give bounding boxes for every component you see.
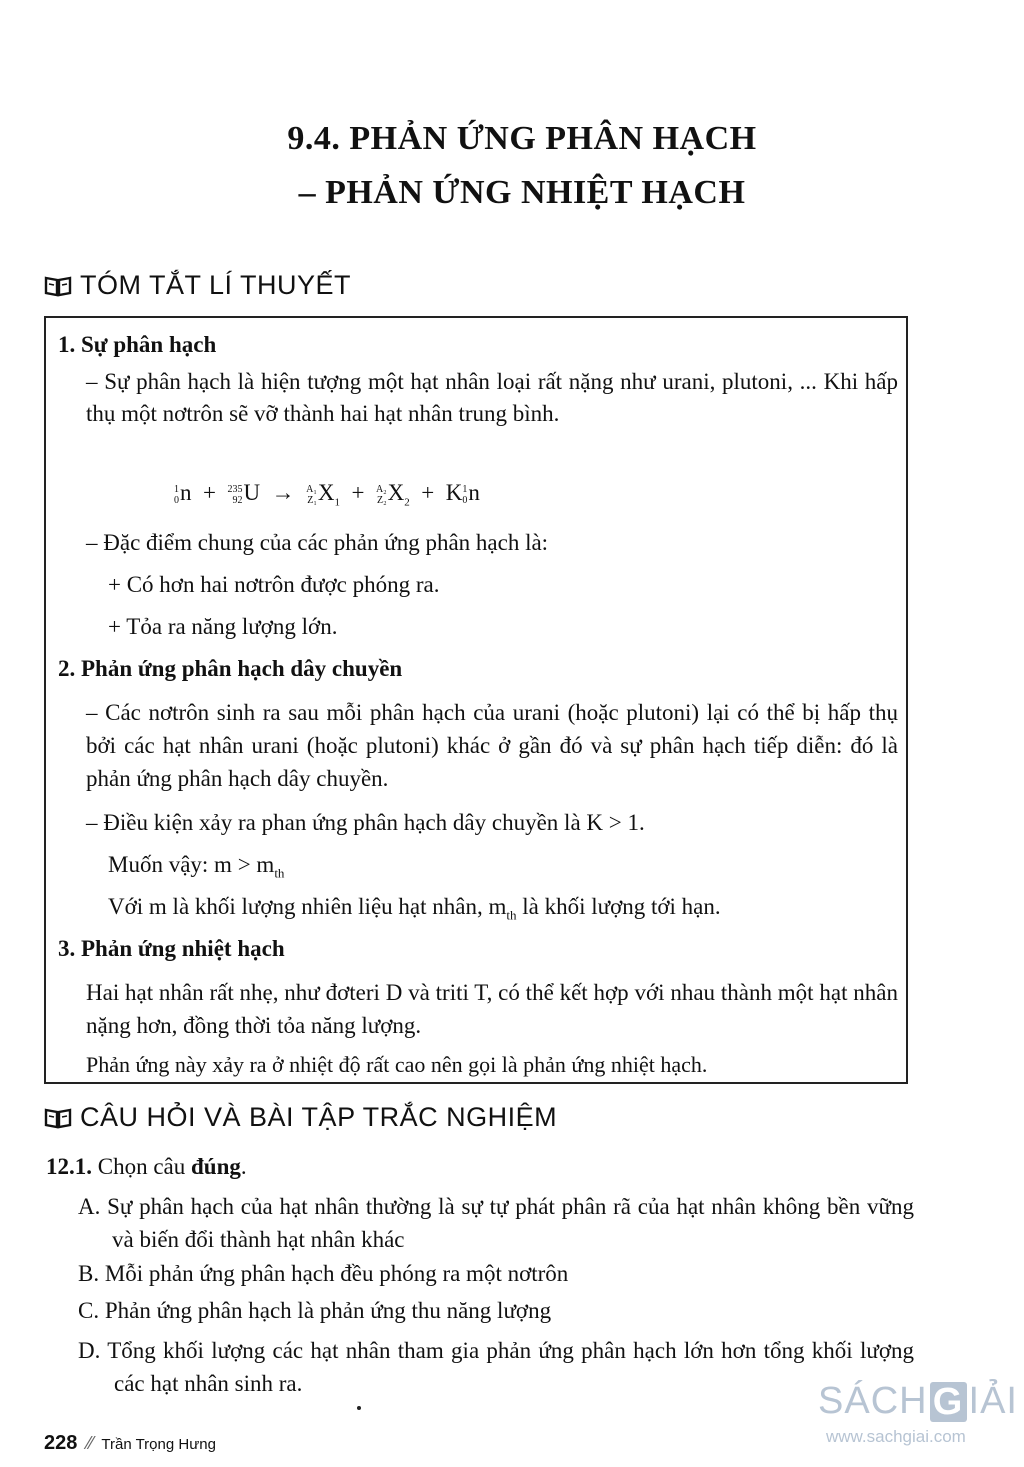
book-icon: [44, 275, 72, 297]
section-2-para-1: – Các nơtrôn sinh ra sau mỗi phân hạch của urani (hoặc plutoni) lại có thể bị hấp thụ bởi các hạt nhân urani (hoặc plutoni) khác ở gần đó và sự phân hạch tiếp diễn: đó là phản ứng phân hạch dây chuyền.: [86, 700, 898, 791]
section-1-bullet-1: + Có hơn hai nơtrôn được phóng ra.: [108, 572, 440, 597]
section-2-para-4: Với m là khối lượng nhiên liệu hạt nhân, $m_{th}$ là khối lượng tới hạn.: [108, 894, 721, 923]
section-3-title: 3. Phản ứng nhiệt hạch: [58, 936, 285, 961]
quiz-heading: [44, 1102, 557, 1133]
question-text: Chọn câu: [97, 1154, 186, 1179]
option-b: B. Mỗi phản ứng phân hạch đều phóng ra một nơtrôn: [78, 1261, 569, 1286]
section-1-title: 1. Sự phân hạch: [58, 332, 217, 357]
section-3-para-2: Phản ứng này xảy ra ở nhiệt độ rất cao nên gọi là phản ứng nhiệt hạch.: [86, 1052, 708, 1077]
footer-author: Trần Trọng Hưng: [101, 1436, 216, 1453]
option-c: C. Phản ứng phân hạch là phản ứng thu năng lượng: [78, 1298, 552, 1323]
option-d: D. Tổng khối lượng các hạt nhân tham gia phản ứng phân hạch lớn hơn tổng khối lượng các hạt nhân sinh ra.: [78, 1338, 914, 1396]
question-number: 12.1.: [46, 1154, 92, 1179]
page-title: [0, 112, 1024, 220]
section-3-para-1: Hai hạt nhân rất nhẹ, như đơteri D và triti T, có thể kết hợp với nhau thành một hạt nhân nặng hơn, đồng thời tỏa năng lượng.: [86, 980, 898, 1038]
question-emphasis: đúng: [191, 1154, 241, 1179]
question-12-1: 12.1. Chọn câu đúng.: [46, 1154, 247, 1179]
watermark-url: www.sachgiai.com: [826, 1427, 966, 1446]
section-1-para-2: – Đặc điểm chung của các phản ứng phân hạch là:: [86, 530, 549, 555]
watermark: [818, 1380, 1018, 1447]
section-2-title: 2. Phản ứng phân hạch dây chuyền: [58, 656, 403, 681]
fission-equation: 1 0 n + 235 92 U → A₁ Z₁ $X_1$ + A₂ Z₂ $X_2 + K$ 1 0 n: [174, 480, 480, 509]
title-line-2: – PHẢN ỨNG NHIỆT HẠCH: [298, 174, 746, 211]
page-footer: [44, 1432, 216, 1455]
theory-heading-label: TÓM TẮT LÍ THUYẾT: [80, 270, 352, 300]
theory-box: [44, 316, 908, 1084]
section-1-para-1: – Sự phân hạch là hiện tượng một hạt nhân loại rất nặng như urani, plutoni, ... Khi hấp thụ một nơtrôn sẽ vỡ thành hai hạt nhân trung bình.: [86, 369, 898, 426]
theory-heading: [44, 270, 351, 301]
section-2-para-3: Muốn vậy: $m > m_{th}$: [108, 852, 285, 881]
option-a: A. Sự phân hạch của hạt nhân thường là sự tự phát phân rã của hạt nhân không bền vững và biến đổi thành hạt nhân khác: [78, 1194, 914, 1252]
stray-dot: [357, 1406, 361, 1410]
page-number: 228: [44, 1432, 78, 1454]
quiz-heading-label: CÂU HỎI VÀ BÀI TẬP TRẮC NGHIỆM: [80, 1102, 558, 1132]
section-1-bullet-2: + Tỏa ra năng lượng lớn.: [108, 614, 338, 639]
title-line-1: 9.4. PHẢN ỨNG PHÂN HẠCH: [287, 120, 757, 157]
watermark-logo: SÁCH G IẢI: [818, 1380, 1018, 1423]
book-icon: [44, 1107, 72, 1129]
footer-mark: ⁄⁄: [87, 1433, 94, 1453]
section-2-para-2: – Điều kiện xảy ra phan ứng phân hạch dây chuyền là K > 1.: [86, 810, 645, 835]
